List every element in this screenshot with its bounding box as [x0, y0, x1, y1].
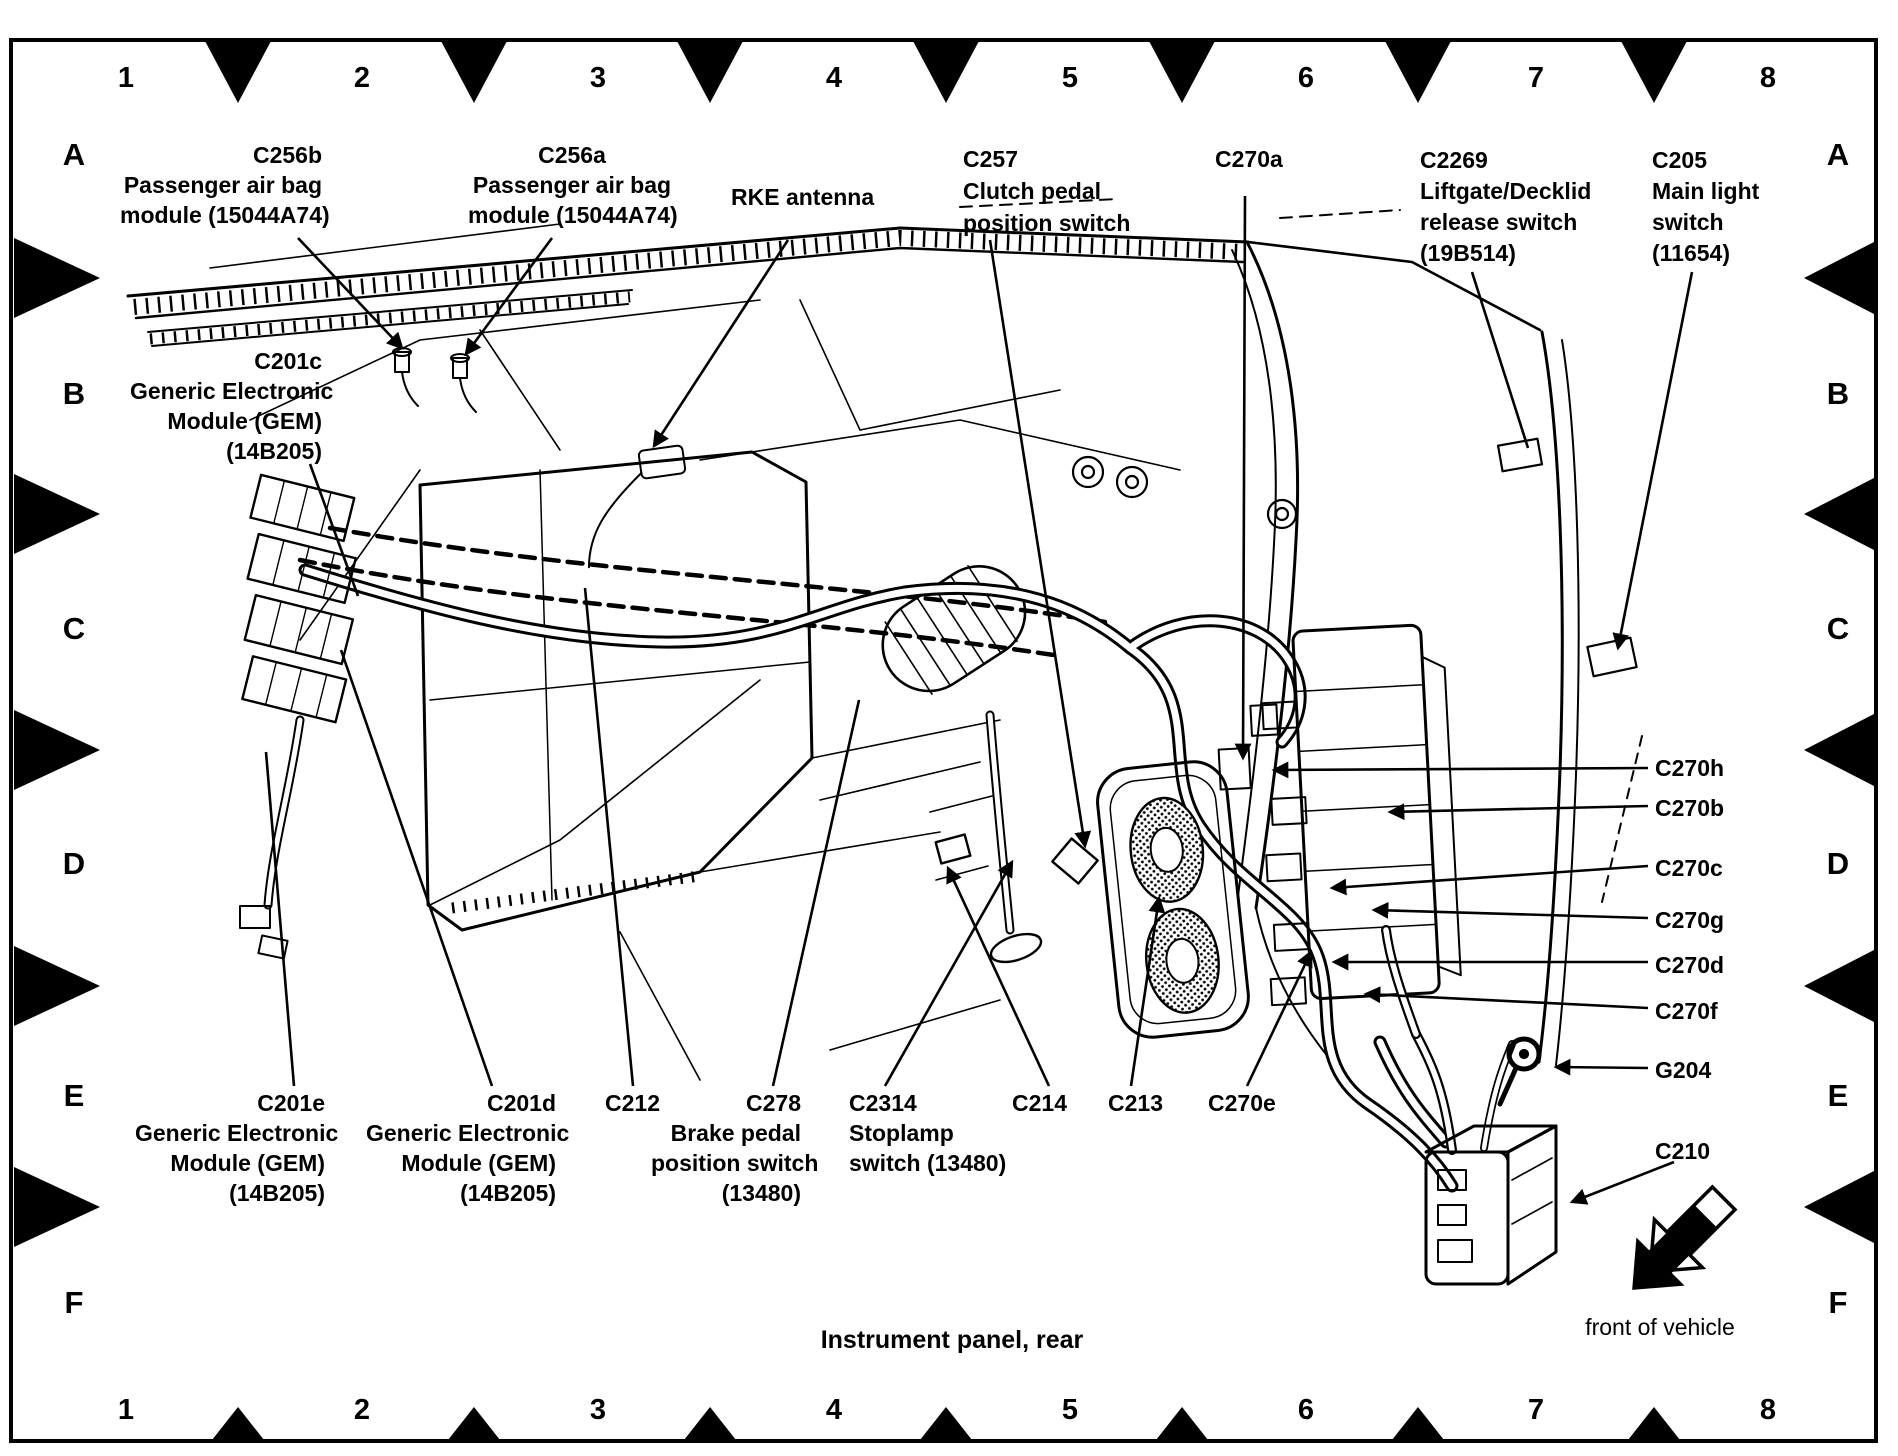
leader-c205 — [1618, 272, 1692, 648]
connector-desc: Module (GEM) — [170, 1150, 325, 1176]
leader-c2314 — [885, 862, 1012, 1086]
connector-code: C256b — [252, 142, 322, 168]
grid-row-f-left: F — [64, 1285, 84, 1320]
grid-row-a-left: A — [62, 137, 86, 172]
leader-c270c — [1332, 866, 1648, 888]
connector-code: C257 — [963, 146, 1018, 172]
leader-rke-antenna — [654, 240, 788, 446]
grid-col-5-bottom: 5 — [1061, 1394, 1079, 1426]
component-label: RKE antenna — [731, 184, 875, 210]
grid-col-1-top: 1 — [117, 62, 135, 94]
callout-c2314 — [849, 1088, 1006, 1178]
grid-col-8-bottom: 8 — [1759, 1394, 1777, 1426]
callout-c270d — [1655, 950, 1724, 980]
connector-code: C212 — [605, 1090, 660, 1116]
connector-desc: Generic Electronic — [130, 378, 334, 404]
front-of-vehicle-arrow-icon — [1608, 1174, 1748, 1314]
connector-code: C205 — [1652, 147, 1707, 173]
grid-col-4-bottom: 4 — [825, 1394, 843, 1426]
connector-code: C210 — [1655, 1138, 1710, 1164]
connector-code: C214 — [1012, 1090, 1067, 1116]
grid-col-6-top: 6 — [1297, 62, 1315, 94]
callout-c256a — [468, 140, 676, 230]
callout-c205 — [1652, 145, 1759, 269]
leader-c210 — [1572, 1162, 1674, 1202]
grid-row-a-right: A — [1826, 137, 1850, 172]
callout-c256b — [120, 140, 330, 230]
front-of-vehicle-label: front of vehicle — [1585, 1314, 1735, 1340]
grid-col-6-bottom: 6 — [1297, 1394, 1315, 1426]
connector-code: C270e — [1208, 1090, 1276, 1116]
leader-c201d — [341, 650, 492, 1086]
connector-desc: Module (GEM) — [167, 408, 322, 434]
connector-code: C213 — [1108, 1090, 1163, 1116]
ground-code: G204 — [1655, 1057, 1712, 1083]
connector-code: C256a — [538, 142, 606, 168]
connector-desc: (14B205) — [460, 1180, 556, 1206]
callout-c201d — [366, 1088, 570, 1208]
connector-code: C2269 — [1420, 147, 1488, 173]
callout-c270e — [1208, 1088, 1276, 1118]
connector-code: C270f — [1655, 998, 1718, 1024]
figure-caption: Instrument panel, rear — [820, 1326, 1084, 1354]
callout-c270f — [1655, 996, 1718, 1026]
callout-g204 — [1655, 1055, 1711, 1085]
connector-desc: position switch — [651, 1150, 819, 1176]
grid-col-7-top: 7 — [1527, 62, 1545, 94]
leader-c214 — [948, 868, 1049, 1086]
callout-c210 — [1655, 1136, 1710, 1166]
connector-code: C270d — [1655, 952, 1725, 978]
callout-rke-antenna — [731, 182, 874, 212]
grid-row-d-right: D — [1826, 846, 1850, 881]
callout-c2269 — [1420, 145, 1591, 269]
connector-desc: Generic Electronic — [135, 1120, 339, 1146]
callout-c214 — [1012, 1088, 1067, 1118]
connector-desc: module (15044A74) — [468, 202, 678, 228]
callout-c270c — [1655, 853, 1723, 883]
connector-code: C270g — [1655, 907, 1725, 933]
grid-col-1-bottom: 1 — [117, 1394, 135, 1426]
connector-desc: (19B514) — [1420, 240, 1516, 266]
grid-row-c-right: C — [1826, 611, 1850, 646]
connector-desc: (11654) — [1652, 240, 1731, 266]
leader-c2269 — [1472, 272, 1528, 448]
grid-col-5-top: 5 — [1061, 62, 1079, 94]
leader-c270a — [1243, 196, 1245, 758]
grid-col-8-top: 8 — [1759, 62, 1777, 94]
callout-c270h — [1655, 753, 1724, 783]
connector-desc: release switch — [1420, 209, 1578, 235]
callout-c257 — [963, 143, 1130, 239]
connector-desc: (14B205) — [229, 1180, 325, 1206]
grid-row-f-right: F — [1828, 1285, 1848, 1320]
grid-col-3-top: 3 — [589, 62, 607, 94]
connector-code: C270c — [1655, 855, 1723, 881]
leader-c212 — [585, 588, 633, 1086]
connector-code: C201d — [486, 1090, 556, 1116]
callout-c278 — [651, 1088, 819, 1208]
grid-row-b-left: B — [62, 376, 86, 411]
connector-desc: Brake pedal — [670, 1120, 801, 1146]
callout-leader-lines — [266, 196, 1692, 1202]
connector-desc: Module (GEM) — [401, 1150, 556, 1176]
connector-desc: Stoplamp — [849, 1120, 954, 1146]
callout-c270b — [1655, 793, 1724, 823]
leader-c256a — [466, 238, 552, 354]
connector-desc: Clutch pedal — [963, 178, 1102, 204]
connector-desc: switch — [1652, 209, 1724, 235]
grid-row-c-left: C — [62, 611, 86, 646]
connector-desc: Main light — [1652, 178, 1760, 204]
connector-desc: Passenger air bag — [472, 172, 672, 198]
grid-row-b-right: B — [1826, 376, 1850, 411]
connector-code: C270h — [1655, 755, 1725, 781]
connector-desc: Liftgate/Decklid — [1420, 178, 1592, 204]
grid-col-2-top: 2 — [353, 62, 371, 94]
callout-c201e — [135, 1088, 339, 1208]
callout-c201c — [130, 346, 334, 466]
leader-g204 — [1556, 1067, 1648, 1068]
connector-desc: (14B205) — [226, 438, 322, 464]
grid-col-2-bottom: 2 — [353, 1394, 371, 1426]
connector-code: C278 — [746, 1090, 801, 1116]
connector-code: C201e — [257, 1090, 325, 1116]
grid-row-e-left: E — [63, 1078, 85, 1113]
grid-col-7-bottom: 7 — [1527, 1394, 1545, 1426]
leader-c270g — [1374, 910, 1648, 918]
grid-row-e-right: E — [1827, 1078, 1849, 1113]
connector-desc: Generic Electronic — [366, 1120, 570, 1146]
connector-desc: position switch — [963, 210, 1131, 236]
connector-desc: (13480) — [721, 1180, 801, 1206]
callout-c213 — [1108, 1088, 1163, 1118]
connector-desc: Passenger air bag — [123, 172, 322, 198]
grid-col-4-top: 4 — [825, 62, 843, 94]
connector-code: C270b — [1655, 795, 1725, 821]
callout-c270a — [1215, 144, 1283, 174]
leader-c257 — [990, 240, 1085, 846]
callout-c270g — [1655, 905, 1724, 935]
grid-row-d-left: D — [62, 846, 86, 881]
connector-desc: module (15044A74) — [120, 202, 330, 228]
connector-code: C270a — [1215, 146, 1283, 172]
connector-desc: switch (13480) — [849, 1150, 1007, 1176]
grid-col-3-bottom: 3 — [589, 1394, 607, 1426]
connector-code: C201c — [254, 348, 322, 374]
connector-code: C2314 — [849, 1090, 917, 1116]
leader-c270h — [1274, 768, 1648, 770]
